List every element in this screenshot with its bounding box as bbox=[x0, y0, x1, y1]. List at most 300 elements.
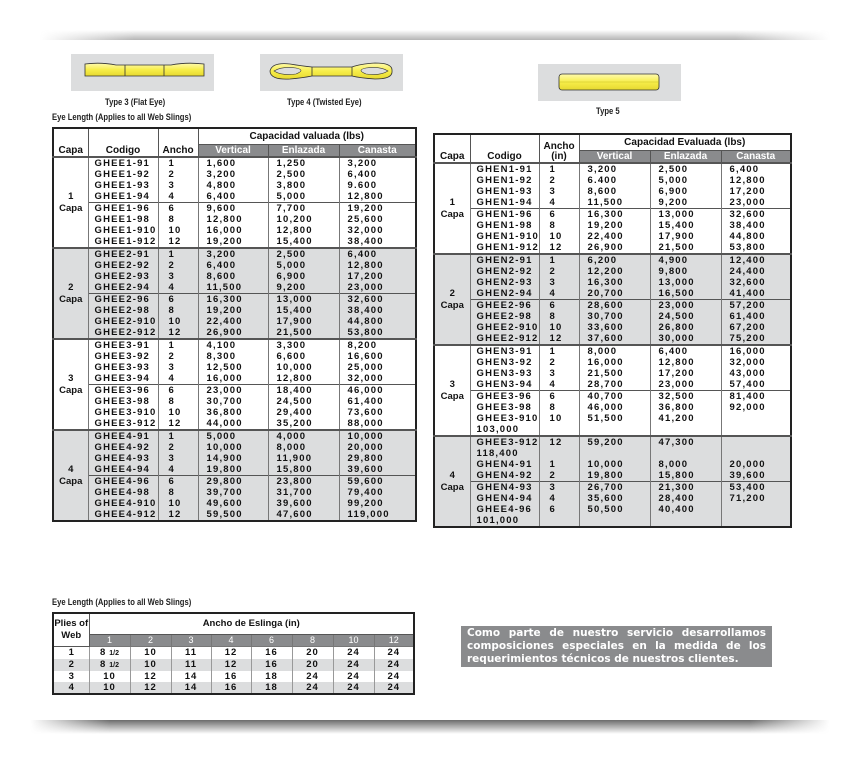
header-capa: Capa bbox=[434, 134, 470, 163]
table-row bbox=[434, 333, 791, 345]
ancho-cell: 8 bbox=[158, 305, 198, 316]
enlazada-cell: 47,300 bbox=[650, 436, 721, 448]
eye-length-value: 12 bbox=[144, 670, 157, 682]
enlazada-cell: 13,000 bbox=[650, 277, 721, 288]
table-row bbox=[53, 191, 416, 203]
canasta-cell: 39,600 bbox=[721, 470, 791, 482]
enlazada-cell: 10,200 bbox=[268, 214, 339, 225]
canasta-cell: 38,400 bbox=[721, 220, 791, 231]
canasta-cell: 12,800 bbox=[721, 175, 791, 186]
enlazada-cell: 28,400 bbox=[650, 493, 721, 504]
ancho-cell: 1 bbox=[158, 430, 198, 442]
table-row bbox=[434, 186, 791, 197]
ancho-cell: 6 bbox=[158, 203, 198, 215]
canasta-cell: 53,800 bbox=[339, 327, 416, 339]
vertical-cell: 6,400 bbox=[198, 191, 268, 203]
eye-length-value: 16 bbox=[224, 681, 238, 693]
table-row bbox=[434, 402, 791, 413]
eye-length-value: 12 bbox=[144, 681, 157, 693]
codigo-cell: GHEE4-93 bbox=[88, 453, 158, 464]
capa-group-cell bbox=[53, 157, 88, 248]
table-row bbox=[434, 288, 791, 300]
eye-length-value: 14 bbox=[184, 681, 198, 693]
ancho-cell: 3 bbox=[539, 368, 579, 379]
capa-label: Capa bbox=[440, 481, 464, 493]
canasta-cell: 3,200 bbox=[339, 157, 416, 169]
eye-length-value: 12 bbox=[224, 647, 238, 658]
ancho-cell: 4 bbox=[539, 197, 579, 209]
eye-length-cell bbox=[89, 682, 130, 694]
ancho-cell: 6 bbox=[539, 300, 579, 312]
ancho-cell: 8 bbox=[539, 402, 579, 413]
eye-length-cell bbox=[171, 659, 211, 671]
vertical-cell: 14,900 bbox=[198, 453, 268, 464]
capa-number: 3 bbox=[68, 372, 74, 384]
width-header: 10 bbox=[333, 634, 374, 646]
ancho-cell: 4 bbox=[158, 464, 198, 476]
codigo-cell: GHEN1-98 bbox=[470, 220, 539, 231]
eye-length-value: 24 bbox=[306, 670, 319, 682]
table-row bbox=[434, 436, 791, 448]
vertical-cell: 16,000 bbox=[198, 373, 268, 385]
vertical-cell: 16,300 bbox=[198, 294, 268, 306]
enlazada-cell: 12,800 bbox=[650, 357, 721, 368]
codigo-cell: GHEE1-93 bbox=[88, 180, 158, 191]
vertical-cell: 8,600 bbox=[579, 186, 650, 197]
table-row bbox=[434, 504, 791, 515]
vertical-cell: 1,600 bbox=[198, 157, 268, 169]
ancho-cell: 6 bbox=[158, 294, 198, 306]
table-row bbox=[53, 282, 416, 294]
codigo-cell: GHEN4-94 bbox=[470, 493, 539, 504]
canasta-cell: 32,600 bbox=[339, 294, 416, 306]
ancho-cell: 3 bbox=[158, 180, 198, 191]
vertical-cell: 19,200 bbox=[579, 220, 650, 231]
canasta-cell: 39,600 bbox=[339, 464, 416, 476]
top-shadow-divider bbox=[40, 30, 830, 40]
canasta-cell: 57,400 bbox=[721, 379, 791, 391]
eye-length-cell bbox=[251, 682, 292, 694]
enlazada-cell: 6,900 bbox=[268, 271, 339, 282]
enlazada-cell: 21,300 bbox=[650, 482, 721, 494]
capa-number: 4 bbox=[449, 469, 455, 481]
codigo-cell: GHEE3-910 bbox=[470, 413, 539, 424]
codigo-cell: GHEE2-98 bbox=[470, 311, 539, 322]
table-row bbox=[434, 311, 791, 322]
table-row bbox=[53, 373, 416, 385]
codigo-cell: GHEE2-910 bbox=[470, 322, 539, 333]
width-header: 4 bbox=[211, 634, 251, 646]
vertical-cell: 4,100 bbox=[198, 339, 268, 351]
table-row bbox=[434, 266, 791, 277]
enlazada-cell: 6,600 bbox=[268, 351, 339, 362]
eye-length-cell bbox=[374, 659, 414, 671]
table-row bbox=[53, 418, 416, 430]
header-codigo: Codigo bbox=[470, 134, 539, 163]
vertical-cell: 19,200 bbox=[198, 305, 268, 316]
canasta-cell: 73,600 bbox=[339, 407, 416, 418]
codigo-cell: GHEE4-96 bbox=[88, 476, 158, 488]
codigo-cell: GHEN3-93 bbox=[470, 368, 539, 379]
table-row bbox=[53, 646, 414, 659]
codigo-cell: GHEN4-91 bbox=[470, 459, 539, 470]
ancho-cell: 10 bbox=[158, 225, 198, 236]
eye-length-value: 24 bbox=[306, 681, 319, 693]
enlazada-cell: 15,400 bbox=[268, 236, 339, 248]
header-ancho bbox=[539, 134, 579, 163]
canasta-cell: 32,600 bbox=[721, 209, 791, 221]
vertical-cell: 10,000 bbox=[579, 459, 650, 470]
eye-length-cell bbox=[333, 646, 374, 659]
header-canasta: Canasta bbox=[721, 150, 791, 163]
codigo-cell: GHEN4-93 bbox=[470, 482, 539, 494]
codigo-cell: GHEE1-91 bbox=[88, 157, 158, 169]
ancho-cell: 12 bbox=[158, 327, 198, 339]
vertical-cell: 59,500 bbox=[198, 509, 268, 521]
enlazada-cell: 5,000 bbox=[268, 191, 339, 203]
table-row bbox=[53, 305, 416, 316]
table-row bbox=[434, 209, 791, 221]
capa-label: Capa bbox=[59, 202, 83, 214]
header-vertical: Vertical bbox=[579, 150, 650, 163]
ancho-cell: 12 bbox=[539, 242, 579, 254]
vertical-cell: 3,200 bbox=[198, 169, 268, 180]
enlazada-cell: 21,500 bbox=[650, 242, 721, 254]
table-row bbox=[53, 294, 416, 306]
codigo-cell: GHEN3-92 bbox=[470, 357, 539, 368]
table-row bbox=[53, 351, 416, 362]
canasta-cell: 53,400 bbox=[721, 482, 791, 494]
vertical-cell: 5,000 bbox=[198, 430, 268, 442]
enlazada-cell: 40,400 bbox=[650, 504, 721, 515]
eye-length-cell bbox=[130, 646, 171, 659]
eye-length-value: 10 bbox=[144, 647, 157, 658]
table-row bbox=[434, 242, 791, 254]
codigo-cell: GHEE2-94 bbox=[88, 282, 158, 294]
canasta-cell bbox=[721, 515, 791, 527]
endless-capacity-table bbox=[433, 133, 792, 528]
table-row bbox=[434, 448, 791, 459]
ancho-cell: 8 bbox=[158, 396, 198, 407]
table-row bbox=[434, 470, 791, 482]
capa-group-cell bbox=[53, 339, 88, 430]
enlazada-cell: 2,500 bbox=[268, 248, 339, 260]
ancho-cell: 12 bbox=[539, 333, 579, 345]
enlazada-cell: 15,800 bbox=[268, 464, 339, 476]
enlazada-cell: 35,200 bbox=[268, 418, 339, 430]
vertical-cell: 30,700 bbox=[579, 311, 650, 322]
vertical-cell bbox=[579, 424, 650, 436]
ancho-cell: 2 bbox=[158, 260, 198, 271]
custom-service-note: Como parte de nuestro servicio desarrollamos composiciones especiales en la medida de los requerimientos técnicos de nuestros clientes. bbox=[461, 626, 772, 667]
vertical-cell: 40,700 bbox=[579, 391, 650, 403]
header-ancho: Ancho bbox=[158, 128, 198, 157]
capa-group-cell bbox=[434, 163, 470, 254]
header-enlazada: Enlazada bbox=[268, 144, 339, 157]
canasta-cell: 44,800 bbox=[721, 231, 791, 242]
table-row bbox=[434, 459, 791, 470]
enlazada-cell: 26,800 bbox=[650, 322, 721, 333]
enlazada-cell: 4,900 bbox=[650, 254, 721, 266]
header-capacity-group: Capacidad Evaluada (lbs) bbox=[579, 134, 791, 150]
canasta-cell: 12,800 bbox=[339, 191, 416, 203]
codigo-cell: GHEE3-910 bbox=[88, 407, 158, 418]
eye-length-value: 24 bbox=[347, 670, 360, 682]
table-row bbox=[53, 498, 416, 509]
vertical-cell: 30,700 bbox=[198, 396, 268, 407]
table-row bbox=[53, 157, 416, 169]
ancho-cell: 1 bbox=[539, 459, 579, 470]
enlazada-cell: 15,400 bbox=[268, 305, 339, 316]
codigo-cell: GHEE3-912 bbox=[88, 418, 158, 430]
ancho-cell: 4 bbox=[158, 373, 198, 385]
capa-group-cell bbox=[53, 248, 88, 339]
canasta-cell: 79,400 bbox=[339, 487, 416, 498]
canasta-cell: 32,600 bbox=[721, 277, 791, 288]
eye-length-value: 24 bbox=[387, 659, 401, 670]
codigo-cell: GHEN2-94 bbox=[470, 288, 539, 300]
canasta-cell: 38,400 bbox=[339, 236, 416, 248]
table-row bbox=[434, 413, 791, 424]
vertical-cell: 39,700 bbox=[198, 487, 268, 498]
enlazada-cell: 9,200 bbox=[268, 282, 339, 294]
table-row bbox=[434, 277, 791, 288]
eye-length-cell bbox=[89, 646, 130, 659]
canasta-cell: 10,000 bbox=[339, 430, 416, 442]
ancho-cell: 10 bbox=[539, 231, 579, 242]
vertical-cell: 50,500 bbox=[579, 504, 650, 515]
codigo-cell: GHEE2-93 bbox=[88, 271, 158, 282]
vertical-cell: 6,400 bbox=[198, 260, 268, 271]
ancho-cell: 10 bbox=[158, 498, 198, 509]
eye-length-value: 24 bbox=[347, 681, 360, 693]
eye-length-value: 24 bbox=[387, 681, 401, 693]
header-ancho-label: Ancho bbox=[543, 141, 575, 152]
codigo-cell: GHEE1-910 bbox=[88, 225, 158, 236]
vertical-cell: 16,300 bbox=[579, 277, 650, 288]
ancho-cell: 6 bbox=[158, 476, 198, 488]
twisted-eye-sling-icon bbox=[260, 54, 403, 91]
width-header: 3 bbox=[171, 634, 211, 646]
width-header: 12 bbox=[374, 634, 414, 646]
width-header: 1 bbox=[89, 634, 130, 646]
table-row bbox=[53, 203, 416, 215]
vertical-cell: 6.400 bbox=[579, 175, 650, 186]
enlazada-cell: 9,200 bbox=[650, 197, 721, 209]
vertical-cell: 11,500 bbox=[198, 282, 268, 294]
table-row bbox=[53, 396, 416, 407]
vertical-cell: 26,900 bbox=[579, 242, 650, 254]
ancho-cell: 6 bbox=[539, 391, 579, 403]
codigo-cell: GHEN2-93 bbox=[470, 277, 539, 288]
canasta-cell: 43,000 bbox=[721, 368, 791, 379]
table-row bbox=[53, 671, 414, 682]
enlazada-cell: 13,000 bbox=[650, 209, 721, 221]
table-row bbox=[53, 453, 416, 464]
header-vertical: Vertical bbox=[198, 144, 268, 157]
enlazada-cell: 4,000 bbox=[268, 430, 339, 442]
codigo-cell: GHEN1-96 bbox=[470, 209, 539, 221]
eye-length-table bbox=[52, 612, 415, 695]
ancho-cell: 2 bbox=[158, 351, 198, 362]
enlazada-cell bbox=[650, 515, 721, 527]
vertical-cell: 8,000 bbox=[579, 345, 650, 357]
bottom-shadow-divider bbox=[30, 720, 830, 734]
table-row bbox=[53, 487, 416, 498]
enlazada-cell: 3,300 bbox=[268, 339, 339, 351]
enlazada-cell: 2,500 bbox=[268, 169, 339, 180]
enlazada-cell: 30,000 bbox=[650, 333, 721, 345]
table-row bbox=[434, 300, 791, 312]
canasta-cell: 46,000 bbox=[339, 385, 416, 397]
ancho-cell: 6 bbox=[539, 504, 579, 515]
table-row bbox=[53, 659, 414, 671]
eye-length-label-bottom: Eye Length (Applies to all Web Slings) bbox=[52, 597, 192, 607]
codigo-cell: GHEE4-912 bbox=[88, 509, 158, 521]
table-row bbox=[53, 385, 416, 397]
canasta-cell: 17,200 bbox=[339, 271, 416, 282]
ancho-cell bbox=[539, 515, 579, 527]
codigo-cell: GHEE3-96 bbox=[88, 385, 158, 397]
codigo-cell: 101,000 bbox=[470, 515, 539, 527]
codigo-cell: GHEN1-92 bbox=[470, 175, 539, 186]
eye-length-cell bbox=[292, 671, 333, 682]
codigo-cell: GHEE2-96 bbox=[470, 300, 539, 312]
enlazada-cell: 24,500 bbox=[650, 311, 721, 322]
ancho-cell: 3 bbox=[158, 271, 198, 282]
enlazada-cell: 12,800 bbox=[268, 225, 339, 236]
table-row bbox=[434, 424, 791, 436]
enlazada-cell: 6,400 bbox=[650, 345, 721, 357]
codigo-cell: GHEE2-96 bbox=[88, 294, 158, 306]
codigo-cell: GHEE3-92 bbox=[88, 351, 158, 362]
ancho-cell: 2 bbox=[158, 169, 198, 180]
eye-length-value: 24 bbox=[387, 647, 401, 658]
ancho-cell: 1 bbox=[158, 339, 198, 351]
plies-cell: 4 bbox=[53, 682, 89, 694]
capa-number: 3 bbox=[449, 378, 455, 390]
eye-length-cell bbox=[374, 671, 414, 682]
enlazada-cell bbox=[650, 448, 721, 459]
eye-length-cell bbox=[333, 659, 374, 671]
header-capacity-group: Capacidad valuada (lbs) bbox=[198, 128, 416, 144]
eye-length-cell bbox=[292, 682, 333, 694]
ancho-cell: 2 bbox=[158, 442, 198, 453]
vertical-cell: 35,600 bbox=[579, 493, 650, 504]
eye-length-value: 10 bbox=[103, 681, 116, 693]
codigo-cell: GHEE3-98 bbox=[470, 402, 539, 413]
header-plies bbox=[53, 613, 89, 646]
canasta-cell: 119,000 bbox=[339, 509, 416, 521]
ancho-cell: 10 bbox=[539, 322, 579, 333]
canasta-cell: 25,600 bbox=[339, 214, 416, 225]
twisted-eye-panel bbox=[260, 54, 403, 91]
canasta-cell: 81,400 bbox=[721, 391, 791, 403]
eye-length-value: 20 bbox=[306, 659, 319, 670]
enlazada-cell: 15,800 bbox=[650, 470, 721, 482]
eye-length-value: 16 bbox=[265, 647, 278, 658]
canasta-cell: 32,000 bbox=[339, 373, 416, 385]
ancho-cell: 10 bbox=[158, 316, 198, 327]
table-row bbox=[434, 322, 791, 333]
table-row bbox=[53, 260, 416, 271]
canasta-cell: 44,800 bbox=[339, 316, 416, 327]
flat-eye-sling-icon bbox=[71, 54, 214, 91]
header-ancho-unit: (in) bbox=[551, 151, 567, 162]
eye-length-cell bbox=[211, 659, 251, 671]
canasta-cell: 71,200 bbox=[721, 493, 791, 504]
header-capa: Capa bbox=[53, 128, 88, 157]
table-row bbox=[53, 225, 416, 236]
canasta-cell: 19,200 bbox=[339, 203, 416, 215]
table-row bbox=[434, 391, 791, 403]
codigo-cell: GHEE4-92 bbox=[88, 442, 158, 453]
canasta-cell: 41,400 bbox=[721, 288, 791, 300]
eye-length-cell bbox=[171, 682, 211, 694]
codigo-cell: GHEN1-91 bbox=[470, 163, 539, 175]
canasta-cell: 25,000 bbox=[339, 362, 416, 373]
vertical-cell: 28,600 bbox=[579, 300, 650, 312]
endless-panel bbox=[538, 64, 681, 101]
table-row bbox=[434, 175, 791, 186]
vertical-cell: 59,200 bbox=[579, 436, 650, 448]
ancho-cell: 3 bbox=[158, 362, 198, 373]
enlazada-cell: 10,000 bbox=[268, 362, 339, 373]
codigo-cell: GHEE3-912 bbox=[470, 436, 539, 448]
vertical-cell: 6,200 bbox=[579, 254, 650, 266]
enlazada-cell: 7,700 bbox=[268, 203, 339, 215]
enlazada-cell: 16,500 bbox=[650, 288, 721, 300]
canasta-cell bbox=[721, 448, 791, 459]
codigo-cell: GHEE1-92 bbox=[88, 169, 158, 180]
eye-length-cell bbox=[89, 659, 130, 671]
eye-length-cell bbox=[89, 671, 130, 682]
canasta-cell: 6,400 bbox=[721, 163, 791, 175]
table-row bbox=[53, 362, 416, 373]
ancho-cell: 8 bbox=[539, 311, 579, 322]
ancho-cell: 1 bbox=[539, 163, 579, 175]
codigo-cell: GHEE2-98 bbox=[88, 305, 158, 316]
table-row bbox=[434, 197, 791, 209]
endless-sling-icon bbox=[538, 64, 681, 101]
ancho-cell: 4 bbox=[158, 191, 198, 203]
vertical-cell: 12,800 bbox=[198, 214, 268, 225]
vertical-cell: 20,700 bbox=[579, 288, 650, 300]
canasta-cell: 59,600 bbox=[339, 476, 416, 488]
enlazada-cell: 21,500 bbox=[268, 327, 339, 339]
enlazada-cell: 5,000 bbox=[650, 175, 721, 186]
eye-length-cell bbox=[251, 671, 292, 682]
table-row bbox=[434, 482, 791, 494]
codigo-cell: GHEE4-910 bbox=[88, 498, 158, 509]
capa-label: Capa bbox=[59, 384, 83, 396]
ancho-cell bbox=[539, 448, 579, 459]
enlazada-cell: 29,400 bbox=[268, 407, 339, 418]
codigo-cell: 103,000 bbox=[470, 424, 539, 436]
vertical-cell: 12,200 bbox=[579, 266, 650, 277]
canasta-cell: 16,000 bbox=[721, 345, 791, 357]
vertical-cell: 3,200 bbox=[579, 163, 650, 175]
vertical-cell: 23,000 bbox=[198, 385, 268, 397]
vertical-cell: 8,300 bbox=[198, 351, 268, 362]
eye-length-cell bbox=[171, 671, 211, 682]
type4-caption: Type 4 (Twisted Eye) bbox=[287, 97, 362, 107]
ancho-cell: 1 bbox=[158, 248, 198, 260]
ancho-cell: 4 bbox=[539, 288, 579, 300]
vertical-cell: 37,600 bbox=[579, 333, 650, 345]
codigo-cell: GHEE3-96 bbox=[470, 391, 539, 403]
vertical-cell bbox=[579, 515, 650, 527]
